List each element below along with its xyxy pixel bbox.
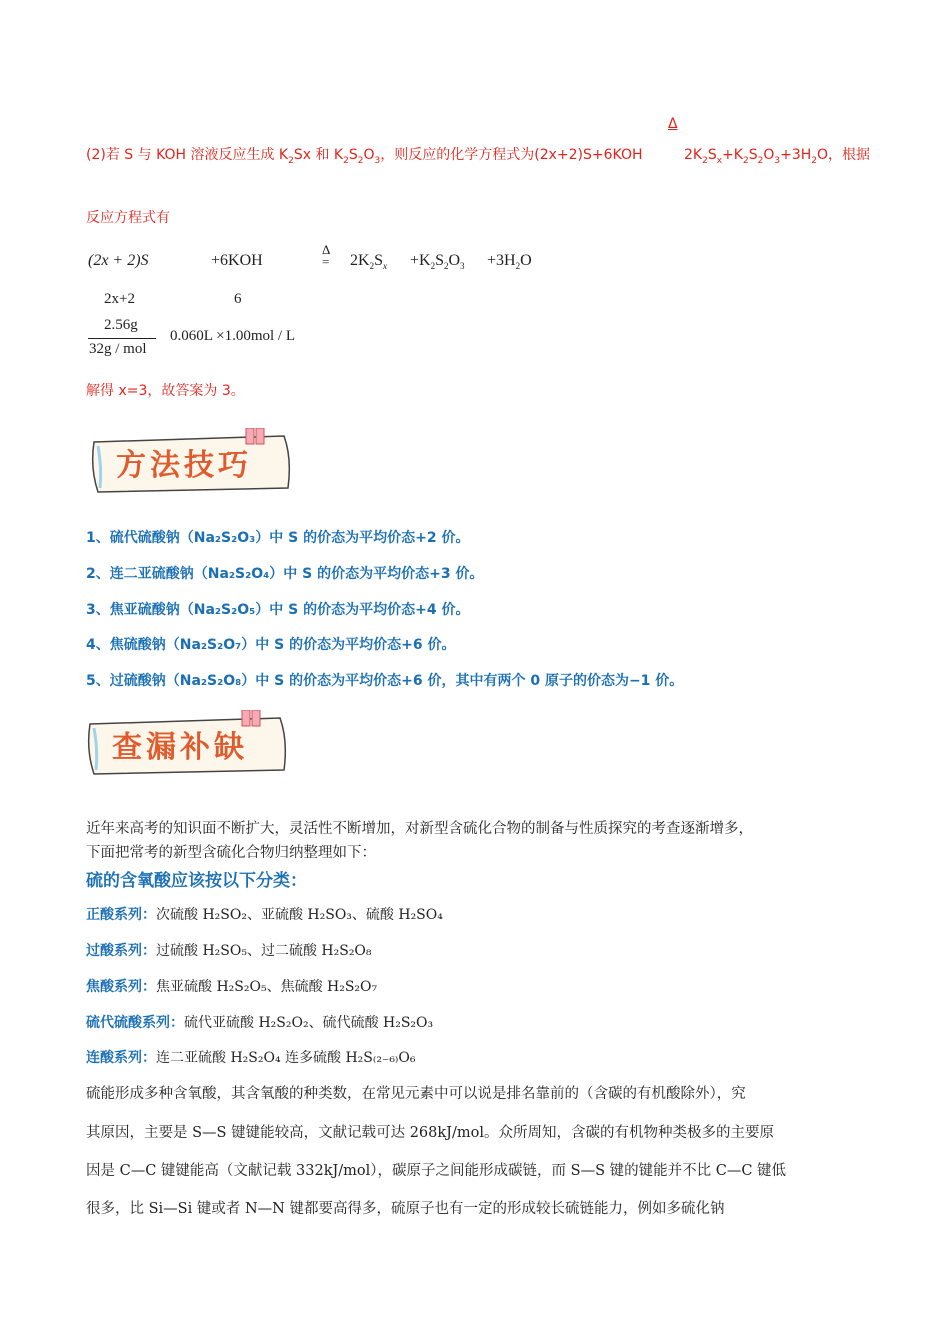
series-text: 硫代亚硫酸 H₂S₂O₂、硫代硫酸 H₂S₂O₃ [184,1015,434,1031]
tip-3: 3、焦亚硫酸钠（Na₂S₂O₅）中 S 的价态为平均价态+4 价。 [86,602,470,618]
series-label: 连酸系列： [86,1050,156,1066]
fraction-numerator: 2.56g [104,317,138,333]
series-text: 次硫酸 H₂SO₂、亚硫酸 H₂SO₃、硫酸 H₂SO₄ [156,907,443,923]
sub: 2 [443,261,449,272]
delta-mark-1: Δ [668,116,678,132]
series-text: 过硫酸 H₂SO₅、过二硫酸 H₂S₂O₈ [156,943,372,959]
paragraph-line-2: 其原因，主要是 S—S 键键能较高，文献记载可达 268kJ/mol。众所周知，含碳的有机物种类极多的主要原 [86,1125,774,1141]
text: S [707,147,717,163]
text: +K [410,252,431,269]
sub: 2 [343,155,349,166]
intro-line-1: 近年来高考的知识面不断扩大，灵活性不断增加，对新型含硫化合物的制备与性质探究的考查逐渐增多， [86,821,753,837]
tip-2: 2、连二亚硫酸钠（Na₂S₂O₄）中 S 的价态为平均价态+3 价。 [86,566,484,582]
section-heading: 硫的含氧酸应该按以下分类： [86,871,307,891]
koh-amount: 0.060L ×1.00mol / L [170,328,295,344]
banner-title: 方法技巧 [116,448,252,483]
text: O [448,252,461,269]
reaction-line-1 [86,144,643,166]
sub: x [716,155,723,166]
text: O，根据 [817,147,871,163]
series-text: 焦亚硫酸 H₂S₂O₅、焦硫酸 H₂S₂O₇ [156,979,378,995]
text: +K [722,147,743,163]
series-text: 连二亚硫酸 H₂S₂O₄ 连多硫酸 H₂S₍₂₋₆₎O₆ [156,1050,416,1066]
equation-k2s2o3 [410,252,465,271]
text: S [348,147,358,163]
series-label: 硫代硫酸系列： [86,1015,184,1031]
text: 2K [684,147,703,163]
banner-method-tips [88,428,298,496]
series-label: 正酸系列： [86,907,156,923]
text: ，则反应的化学方程式为(2x+2)S+6KOH [380,147,643,163]
equation-koh: +6KOH [211,252,263,269]
sub: 2 [357,155,364,166]
paragraph-line-4: 很多，比 Si—Si 键或者 N—N 键都要高得多，硫原子也有一定的形成较长硫链能力，例如多硫化钠 [86,1201,725,1217]
tip-4: 4、焦硫酸钠（Na₂S₂O₇）中 S 的价态为平均价态+6 价。 [86,637,456,653]
text: S [748,147,758,163]
intro-line-2: 下面把常考的新型含硫化合物归纳整理如下： [86,845,376,861]
sub: 2 [702,155,708,166]
coefficient-koh: 6 [234,291,242,307]
text: O [763,147,775,163]
text: O [363,147,375,163]
sub: 2 [742,155,749,166]
text: 2K [350,252,370,269]
answer-line: 解得 x=3，故答案为 3。 [86,383,245,399]
text: +3H [780,147,812,163]
tip-1: 1、硫代硫酸钠（Na₂S₂O₃）中 S 的价态为平均价态+2 价。 [86,530,470,546]
banner-title: 查漏补缺 [112,730,248,765]
equation-h2o [487,252,532,271]
sub: 2 [757,155,764,166]
reaction-line-2: 反应方程式有 [86,210,170,226]
sub: 3 [374,155,381,166]
tip-5: 5、过硫酸钠（Na₂S₂O₈）中 S 的价态为平均价态+6 价，其中有两个 0 原子的价态为−1 价。 [86,673,684,689]
equation-equals: = [322,254,330,269]
text: Sx 和 K [293,147,344,163]
reaction-line-1-products [684,144,870,166]
sub: 2 [515,261,521,272]
coefficient-s: 2x+2 [104,291,135,307]
paragraph-line-3: 因是 C—C 键键能高（文献记载 332kJ/mol），碳原子之间能形成碳链，而 S—S 键的键能并不比 C—C 键低 [86,1163,787,1179]
equation-left: (2x + 2)S [88,252,149,269]
series-item [86,904,443,924]
sub: 3 [460,261,465,272]
text: S [374,252,383,269]
sub: 2 [430,261,436,272]
series-item [86,1012,433,1032]
fraction-bar [88,338,156,339]
equation-k2sx [350,252,387,271]
text: +3H [487,252,516,269]
fraction-denominator: 32g / mol [89,341,147,357]
equation-delta: Δ [322,242,331,257]
banner-fill-gaps [84,710,294,778]
series-label: 焦酸系列： [86,979,156,995]
series-item [86,940,372,960]
sub: x [382,261,387,272]
series-item [86,976,377,996]
series-label: 过酸系列： [86,943,156,959]
paragraph-line-1: 硫能形成多种含氧酸，其含氧酸的种类数，在常见元素中可以说是排名靠前的（含碳的有机酸除外），究 [86,1086,746,1102]
sub: 2 [811,155,817,166]
series-item [86,1047,415,1067]
sub: 2 [369,261,375,272]
sub: 3 [774,155,781,166]
text: S [435,252,444,269]
sub: 2 [288,155,294,166]
text: O [520,252,532,269]
text: (2)若 S 与 KOH 溶液反应生成 K [86,147,289,163]
